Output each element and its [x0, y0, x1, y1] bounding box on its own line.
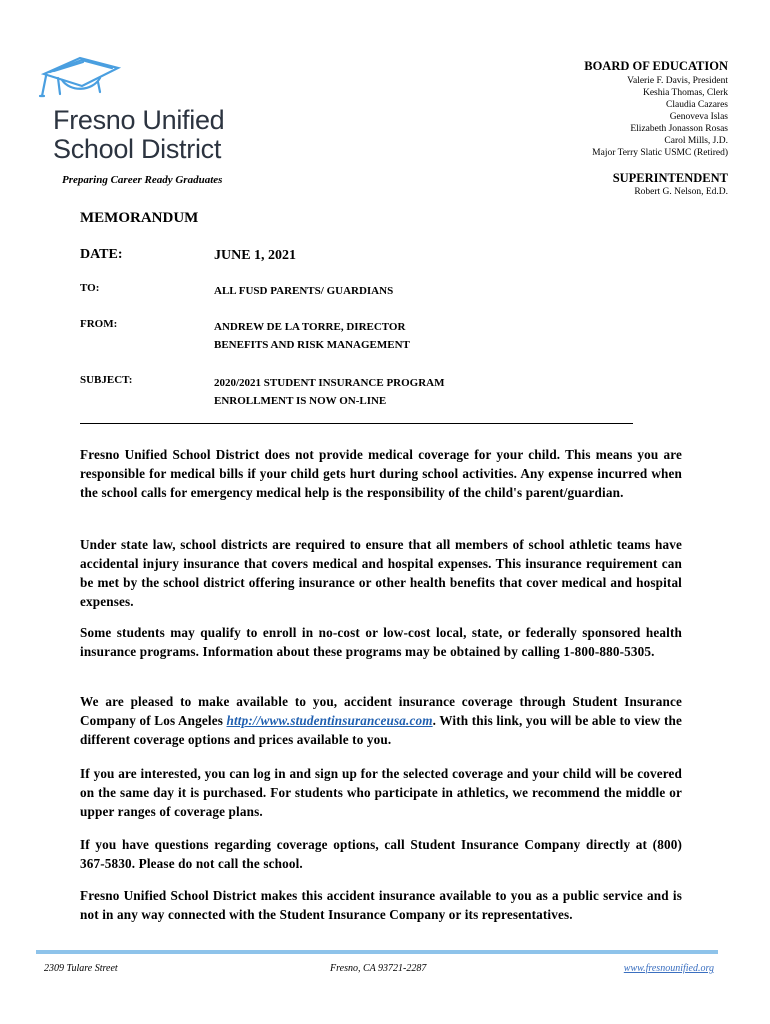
from-value — [214, 318, 634, 354]
board-member: Keshia Thomas, Clerk — [642, 88, 728, 98]
student-insurance-link[interactable]: http://www.studentinsuranceusa.com — [226, 713, 433, 728]
district-logo-wordmark — [53, 106, 224, 164]
from-label: FROM: — [80, 318, 118, 330]
to-label: TO: — [80, 282, 100, 294]
date-label: DATE: — [80, 247, 123, 262]
paragraph-7: Fresno Unified School District makes this accident insurance available to you as a public service and is not in any way connected with the Student Insurance Company or its representatives. — [80, 888, 682, 922]
from-line-2: BENEFITS AND RISK MANAGEMENT — [214, 339, 410, 351]
superintendent-name: Robert G. Nelson, Ed.D. — [634, 187, 728, 197]
board-of-education — [584, 58, 728, 159]
footer-divider — [36, 950, 718, 954]
paragraph-6: If you have questions regarding coverage options, call Student Insurance Company directly at (800) 367-5830. Please do not call the school. — [80, 837, 682, 871]
to-value: ALL FUSD PARENTS/ GUARDIANS — [214, 285, 394, 297]
logo-line-1: Fresno Unified — [53, 105, 225, 135]
date-value: JUNE 1, 2021 — [214, 248, 297, 263]
subject-line-1: 2020/2021 STUDENT INSURANCE PROGRAM — [214, 377, 445, 389]
subject-line-2: ENROLLMENT IS NOW ON-LINE — [214, 395, 387, 407]
header-divider — [80, 423, 633, 424]
board-member: Claudia Cazares — [666, 100, 728, 110]
board-member: Carol Mills, J.D. — [664, 136, 728, 146]
board-member: Elizabeth Jonasson Rosas — [630, 124, 728, 134]
board-member: Valerie F. Davis, President — [627, 76, 728, 86]
subject-value — [214, 374, 634, 410]
from-line-1: ANDREW DE LA TORRE, DIRECTOR — [214, 321, 406, 333]
memo-title: MEMORANDUM — [80, 210, 199, 226]
footer-city: Fresno, CA 93721-2287 — [330, 963, 427, 974]
paragraph-4-text-end: . With this link, you will be able to view the different coverage options and prices available to you. — [80, 713, 682, 747]
paragraph-3: Some students may qualify to enroll in no-cost or low-cost local, state, or federally sponsored health insurance programs. Information about these programs may be obtained by calling 1-800-880-5305. — [80, 625, 682, 659]
paragraph-4-text: We are pleased to make available to you, accident insurance coverage through Student Insurance Company of Los Angeles — [80, 694, 682, 728]
footer-address: 2309 Tulare Street — [44, 963, 118, 974]
tagline: Preparing Career Ready Graduates — [62, 174, 223, 186]
board-member: Genoveva Islas — [669, 112, 728, 122]
board-member: Major Terry Slatic USMC (Retired) — [592, 148, 728, 158]
paragraph-2: Under state law, school districts are required to ensure that all members of school athletic teams have accidental injury insurance that covers medical and hospital expenses. This insurance requirement can be met by the school district offering insurance or other health benefits that cover medical and hospital expenses. — [80, 537, 682, 609]
subject-label: SUBJECT: — [80, 374, 133, 386]
paragraph-4 — [80, 692, 682, 749]
paragraph-1: Fresno Unified School District does not provide medical coverage for your child. This means you are responsible for medical bills if your child gets hurt during school activities. Any expense incurred when the school calls for emergency medical help is the responsibility of the child's parent/guardian. — [80, 447, 682, 500]
website-link[interactable]: www.fresnounified.org — [623, 963, 714, 974]
footer-website — [624, 963, 714, 974]
superintendent — [613, 170, 728, 198]
paragraph-5: If you are interested, you can log in and sign up for the selected coverage and your child will be covered on the same day it is purchased. For students who participate in athletics, we recommend the middle or upper ranges of coverage plans. — [80, 766, 682, 819]
logo-line-2: School District — [53, 134, 222, 164]
board-title: BOARD OF EDUCATION — [584, 59, 728, 73]
superintendent-title: SUPERINTENDENT — [612, 171, 728, 185]
